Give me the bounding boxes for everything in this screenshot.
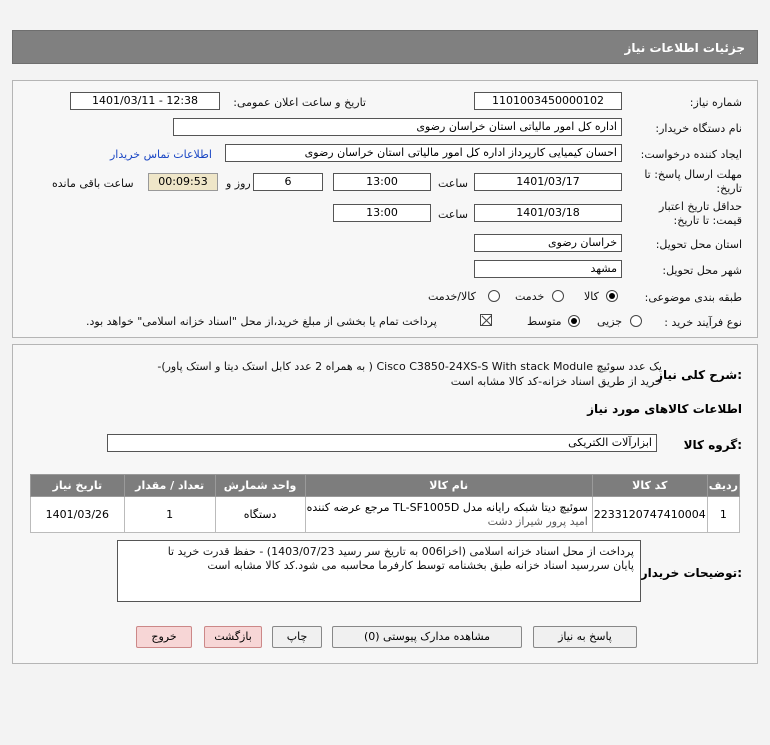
col-code: کد کالا — [592, 475, 707, 497]
announce-field: 1401/03/11 - 12:38 — [70, 92, 220, 110]
need-number-label: شماره نیاز: — [689, 96, 742, 109]
deadline-label-2: تاریخ: — [716, 182, 742, 195]
category-radio-service[interactable] — [552, 290, 564, 302]
deadline-time-label: ساعت — [438, 177, 468, 190]
treasury-payment-checkbox[interactable] — [480, 314, 492, 326]
buyer-label: نام دستگاه خریدار: — [655, 122, 742, 135]
goods-group-field: ابزارآلات الکتریکی — [107, 434, 657, 452]
cell-name-line-1: سوئیچ دیتا شبکه رایانه مدل TL-SF1005D مرجع عرضه کننده — [306, 500, 588, 514]
buyer-field: اداره کل امور مالیاتی استان خراسان رضوی — [173, 118, 622, 136]
cell-name-line-2: امید پرور شیراز دشت — [487, 514, 588, 528]
process-label: نوع فرآیند خرید : — [664, 316, 742, 329]
category-radio-goods[interactable] — [606, 290, 618, 302]
summary-line-2: خرید از طریق اسناد خزانه-کد کالا مشابه است — [450, 375, 662, 388]
summary-line-1: یک عدد سوئیچ Cisco C3850-24XS-S With stack Module ( به همراه 2 عدد کابل استک دیتا و استک پاور)- — [157, 360, 662, 373]
attachments-button[interactable]: مشاهده مدارک پیوستی (0) — [332, 626, 522, 648]
goods-section-title: اطلاعات کالاهای مورد نیاز — [587, 402, 742, 416]
city-field: مشهد — [474, 260, 622, 278]
col-qty: تعداد / مقدار — [124, 475, 215, 497]
back-button[interactable]: بازگشت — [204, 626, 262, 648]
deadline-label-1: مهلت ارسال پاسخ: تا — [644, 168, 742, 181]
col-row: ردیف — [707, 475, 739, 497]
cell-date: 1401/03/26 — [31, 497, 125, 533]
deadline-time-field: 13:00 — [333, 173, 431, 191]
category-radio-goods-service[interactable] — [488, 290, 500, 302]
process-radio-minor[interactable] — [630, 315, 642, 327]
province-field: خراسان رضوی — [474, 234, 622, 252]
goods-group-label: گروه کالا: — [683, 438, 742, 452]
buyer-notes-line-2: پایان سررسید اسناد خزانه طبق بخشنامه توسط کارفرما محاسبه می شود.کد کالا مشابه است — [207, 559, 634, 572]
cell-qty: 1 — [124, 497, 215, 533]
buyer-notes-label: توضیحات خریدار: — [640, 566, 742, 580]
remaining-timer: 00:09:53 — [148, 173, 218, 191]
announce-label: تاریخ و ساعت اعلان عمومی: — [233, 96, 366, 109]
validity-label-2: قیمت: تا تاریخ: — [673, 214, 742, 227]
cell-code: 2233120747410004 — [592, 497, 707, 533]
page-header — [12, 30, 758, 64]
buyer-notes-line-1: پرداخت از محل اسناد خزانه اسلامی (اخزا006 به تاریخ سر رسید 1403/07/23) - حفظ قدرت خرید تا — [167, 545, 634, 558]
validity-date-field: 1401/03/18 — [474, 204, 622, 222]
cell-unit: دستگاه — [215, 497, 305, 533]
goods-table — [30, 474, 740, 533]
process-option-minor: جزیی — [597, 315, 623, 328]
category-label: طبقه بندی موضوعی: — [644, 291, 742, 304]
exit-button[interactable]: خروج — [136, 626, 192, 648]
category-option-goods-service: کالا/خدمت — [428, 290, 476, 303]
deadline-date-field: 1401/03/17 — [474, 173, 622, 191]
need-number-field: 1101003450000102 — [474, 92, 622, 110]
summary-label: شرح کلی نیاز: — [656, 368, 742, 382]
reply-button[interactable]: پاسخ به نیاز — [533, 626, 637, 648]
col-name: نام کالا — [305, 475, 592, 497]
category-option-goods: کالا — [584, 290, 599, 303]
days-label: روز و — [226, 177, 251, 190]
contact-buyer-link[interactable]: اطلاعات تماس خریدار — [110, 148, 212, 161]
page-title: جزئیات اطلاعات نیاز — [624, 41, 745, 55]
province-label: استان محل تحویل: — [655, 238, 742, 251]
process-option-medium: متوسط — [527, 315, 562, 328]
col-unit: واحد شمارش — [215, 475, 305, 497]
creator-label: ایجاد کننده درخواست: — [640, 148, 742, 161]
creator-field: احسان کیمیایی کارپرداز اداره کل امور مالیاتی استان خراسان رضوی — [225, 144, 622, 162]
payment-note: پرداخت تمام یا بخشی از مبلغ خرید،از محل "اسناد خزانه اسلامی" خواهد بود. — [86, 315, 437, 328]
validity-time-label: ساعت — [438, 208, 468, 221]
days-field: 6 — [253, 173, 323, 191]
process-radio-medium[interactable] — [568, 315, 580, 327]
goods-table-header — [31, 475, 740, 497]
validity-label-1: حداقل تاریخ اعتبار — [658, 200, 742, 213]
table-row[interactable] — [31, 497, 740, 533]
remaining-label: ساعت باقی مانده — [52, 177, 134, 190]
cell-row: 1 — [707, 497, 739, 533]
validity-time-field: 13:00 — [333, 204, 431, 222]
city-label: شهر محل تحویل: — [662, 264, 742, 277]
cell-name — [305, 497, 592, 533]
print-button[interactable]: چاپ — [272, 626, 322, 648]
col-date: تاریخ نیاز — [31, 475, 125, 497]
category-option-service: خدمت — [515, 290, 545, 303]
